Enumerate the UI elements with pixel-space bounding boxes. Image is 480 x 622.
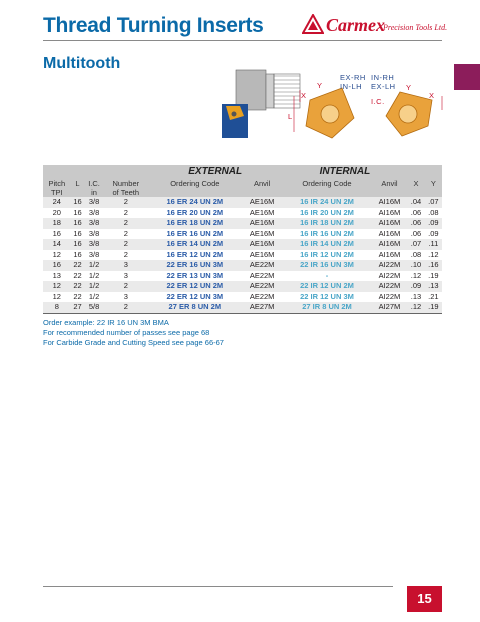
label-y-left: Y <box>317 81 323 90</box>
cell-pitch: 16 <box>43 260 71 271</box>
cell-int-anvil: AI22M <box>372 292 408 303</box>
label-ic: I.C. <box>371 97 385 106</box>
cell-pitch: 13 <box>43 271 71 282</box>
cell-ext: 22 ER 12 UN 2M <box>148 281 242 292</box>
cell-ext-anvil: AE22M <box>242 281 283 292</box>
col-ic: I.C. <box>84 179 103 188</box>
cell-ext-anvil: AE27M <box>242 302 283 313</box>
col-y: Y <box>425 179 442 188</box>
brand-tagline: Precision Tools Ltd. <box>383 23 448 32</box>
cell-int-anvil: AI16M <box>372 218 408 229</box>
cell-int: 16 IR 12 UN 2M <box>282 250 371 261</box>
cell-y: .19 <box>425 302 442 313</box>
col-pitch: Pitch <box>43 179 71 188</box>
label-x-left: X <box>301 91 307 100</box>
cell-ext-anvil: AE22M <box>242 260 283 271</box>
cell-y: .11 <box>425 239 442 250</box>
cell-ic: 1/2 <box>84 271 103 282</box>
cell-x: .06 <box>407 218 424 229</box>
insert-dimension-diagram <box>282 70 447 155</box>
cell-int: 22 IR 12 UN 2M <box>282 281 371 292</box>
label-y-right: Y <box>406 83 412 92</box>
cell-y: .19 <box>425 271 442 282</box>
cell-x: .12 <box>407 302 424 313</box>
grade-speed-note: For Carbide Grade and Cutting Speed see page 66-67 <box>43 338 224 347</box>
cell-ext-anvil: AE16M <box>242 208 283 219</box>
cell-ic: 3/8 <box>84 208 103 219</box>
cell-ext-anvil: AE22M <box>242 271 283 282</box>
label-in-lh: IN-LH <box>340 82 363 91</box>
label-ex-lh: EX-LH <box>371 82 396 91</box>
cell-y: .12 <box>425 250 442 261</box>
col-ext-anvil: Anvil <box>242 179 283 188</box>
cell-int: 16 IR 24 UN 2M <box>282 197 371 208</box>
cell-l: 27 <box>71 302 85 313</box>
external-heading: EXTERNAL <box>148 165 283 179</box>
label-in-rh: IN-RH <box>371 73 395 82</box>
cell-l: 16 <box>71 197 85 208</box>
cell-l: 22 <box>71 260 85 271</box>
label-x-right: X <box>429 91 435 100</box>
col-teeth-unit: of Teeth <box>104 188 148 197</box>
cell-l: 16 <box>71 250 85 261</box>
cell-ext: 22 ER 16 UN 3M <box>148 260 242 271</box>
cell-int: 16 IR 18 UN 2M <box>282 218 371 229</box>
cell-x: .10 <box>407 260 424 271</box>
cell-l: 16 <box>71 218 85 229</box>
cell-ext: 22 ER 13 UN 3M <box>148 271 242 282</box>
footer-divider <box>43 586 393 587</box>
cell-ext: 16 ER 14 UN 2M <box>148 239 242 250</box>
table-row <box>43 208 442 219</box>
cell-pitch: 24 <box>43 197 71 208</box>
cell-ext-anvil: AE16M <box>242 250 283 261</box>
cell-teeth: 3 <box>104 271 148 282</box>
cell-ic: 1/2 <box>84 260 103 271</box>
cell-int: 22 IR 16 UN 3M <box>282 260 371 271</box>
cell-ext: 22 ER 12 UN 3M <box>148 292 242 303</box>
cell-ext-anvil: AE16M <box>242 239 283 250</box>
cell-int-anvil: AI16M <box>372 208 408 219</box>
cell-teeth: 2 <box>104 281 148 292</box>
cell-int-anvil: AI22M <box>372 281 408 292</box>
cell-int: 27 IR 8 UN 2M <box>282 302 371 313</box>
cell-teeth: 2 <box>104 218 148 229</box>
cell-x: .08 <box>407 250 424 261</box>
cell-l: 16 <box>71 239 85 250</box>
cell-ext-anvil: AE16M <box>242 218 283 229</box>
section-tab <box>454 64 480 90</box>
cell-x: .13 <box>407 292 424 303</box>
cell-ext: 16 ER 18 UN 2M <box>148 218 242 229</box>
label-ex-rh: EX-RH <box>340 73 366 82</box>
cell-pitch: 18 <box>43 218 71 229</box>
col-int-anvil: Anvil <box>372 179 408 188</box>
table-row <box>43 302 442 313</box>
table-row <box>43 229 442 240</box>
cell-pitch: 16 <box>43 229 71 240</box>
table-row <box>43 197 442 208</box>
cell-ic: 3/8 <box>84 197 103 208</box>
cell-pitch: 8 <box>43 302 71 313</box>
cell-x: .09 <box>407 281 424 292</box>
cell-int: - <box>282 271 371 282</box>
carmex-logo-icon <box>302 14 324 36</box>
cell-ext: 16 ER 20 UN 2M <box>148 208 242 219</box>
cell-int-anvil: AI27M <box>372 302 408 313</box>
col-int-code: Ordering Code <box>282 179 371 188</box>
internal-heading: INTERNAL <box>282 165 407 179</box>
cell-ic: 3/8 <box>84 229 103 240</box>
cell-l: 22 <box>71 271 85 282</box>
table-row <box>43 292 442 303</box>
cell-l: 16 <box>71 229 85 240</box>
cell-ic: 1/2 <box>84 292 103 303</box>
cell-teeth: 3 <box>104 260 148 271</box>
cell-y: .21 <box>425 292 442 303</box>
cell-int: 16 IR 16 UN 2M <box>282 229 371 240</box>
order-example-note: Order example: 22 IR 16 UN 3M BMA <box>43 318 169 327</box>
cell-teeth: 2 <box>104 239 148 250</box>
table-row <box>43 281 442 292</box>
brand-name: Carmex <box>326 15 386 35</box>
cell-x: .06 <box>407 208 424 219</box>
cell-pitch: 12 <box>43 250 71 261</box>
cell-teeth: 2 <box>104 208 148 219</box>
cell-int-anvil: AI22M <box>372 271 408 282</box>
cell-teeth: 3 <box>104 292 148 303</box>
cell-int-anvil: AI22M <box>372 260 408 271</box>
col-x: X <box>407 179 424 188</box>
cell-l: 16 <box>71 208 85 219</box>
page-number: 15 <box>407 586 442 612</box>
table-row <box>43 239 442 250</box>
cell-ext-anvil: AE22M <box>242 292 283 303</box>
cell-teeth: 2 <box>104 250 148 261</box>
col-pitch-unit: TPI <box>43 188 71 197</box>
table-row <box>43 260 442 271</box>
page-title: Thread Turning Inserts <box>43 14 264 37</box>
cell-ic: 3/8 <box>84 218 103 229</box>
passes-note: For recommended number of passes see page 68 <box>43 328 210 337</box>
cell-teeth: 2 <box>104 302 148 313</box>
cell-ext: 16 ER 24 UN 2M <box>148 197 242 208</box>
cell-x: .07 <box>407 239 424 250</box>
cell-pitch: 12 <box>43 281 71 292</box>
col-teeth: Number <box>104 179 148 188</box>
cell-y: .16 <box>425 260 442 271</box>
insert-drawing <box>282 70 447 155</box>
cell-int-anvil: AI16M <box>372 250 408 261</box>
cell-int: 16 IR 14 UN 2M <box>282 239 371 250</box>
cell-y: .09 <box>425 229 442 240</box>
cell-pitch: 20 <box>43 208 71 219</box>
cell-y: .13 <box>425 281 442 292</box>
table-row <box>43 218 442 229</box>
cell-pitch: 12 <box>43 292 71 303</box>
cell-ic: 3/8 <box>84 250 103 261</box>
cell-y: .09 <box>425 218 442 229</box>
cell-teeth: 2 <box>104 229 148 240</box>
cell-int-anvil: AI16M <box>372 229 408 240</box>
cell-l: 22 <box>71 281 85 292</box>
cell-int: 22 IR 12 UN 3M <box>282 292 371 303</box>
cell-x: .12 <box>407 271 424 282</box>
section-title: Multitooth <box>43 55 121 72</box>
cell-int-anvil: AI16M <box>372 197 408 208</box>
cell-ic: 5/8 <box>84 302 103 313</box>
col-ic-unit: in <box>84 188 103 197</box>
cell-ext-anvil: AE16M <box>242 197 283 208</box>
cell-l: 22 <box>71 292 85 303</box>
table-row <box>43 271 442 282</box>
table-row <box>43 250 442 261</box>
cell-int: 16 IR 20 UN 2M <box>282 208 371 219</box>
col-l: L <box>71 179 85 188</box>
cell-teeth: 2 <box>104 197 148 208</box>
cell-ext: 16 ER 12 UN 2M <box>148 250 242 261</box>
cell-ext: 27 ER 8 UN 2M <box>148 302 242 313</box>
brand-logo <box>302 14 448 38</box>
col-ext-code: Ordering Code <box>148 179 242 188</box>
cell-ext-anvil: AE16M <box>242 229 283 240</box>
notes <box>43 318 224 348</box>
cell-int-anvil: AI16M <box>372 239 408 250</box>
cell-ext: 16 ER 16 UN 2M <box>148 229 242 240</box>
cell-y: .08 <box>425 208 442 219</box>
cell-x: .04 <box>407 197 424 208</box>
cell-ic: 1/2 <box>84 281 103 292</box>
title-divider <box>43 40 442 41</box>
cell-y: .07 <box>425 197 442 208</box>
label-l: L <box>288 112 293 121</box>
cell-ic: 3/8 <box>84 239 103 250</box>
cell-pitch: 14 <box>43 239 71 250</box>
cell-x: .06 <box>407 229 424 240</box>
inserts-table <box>43 165 442 314</box>
